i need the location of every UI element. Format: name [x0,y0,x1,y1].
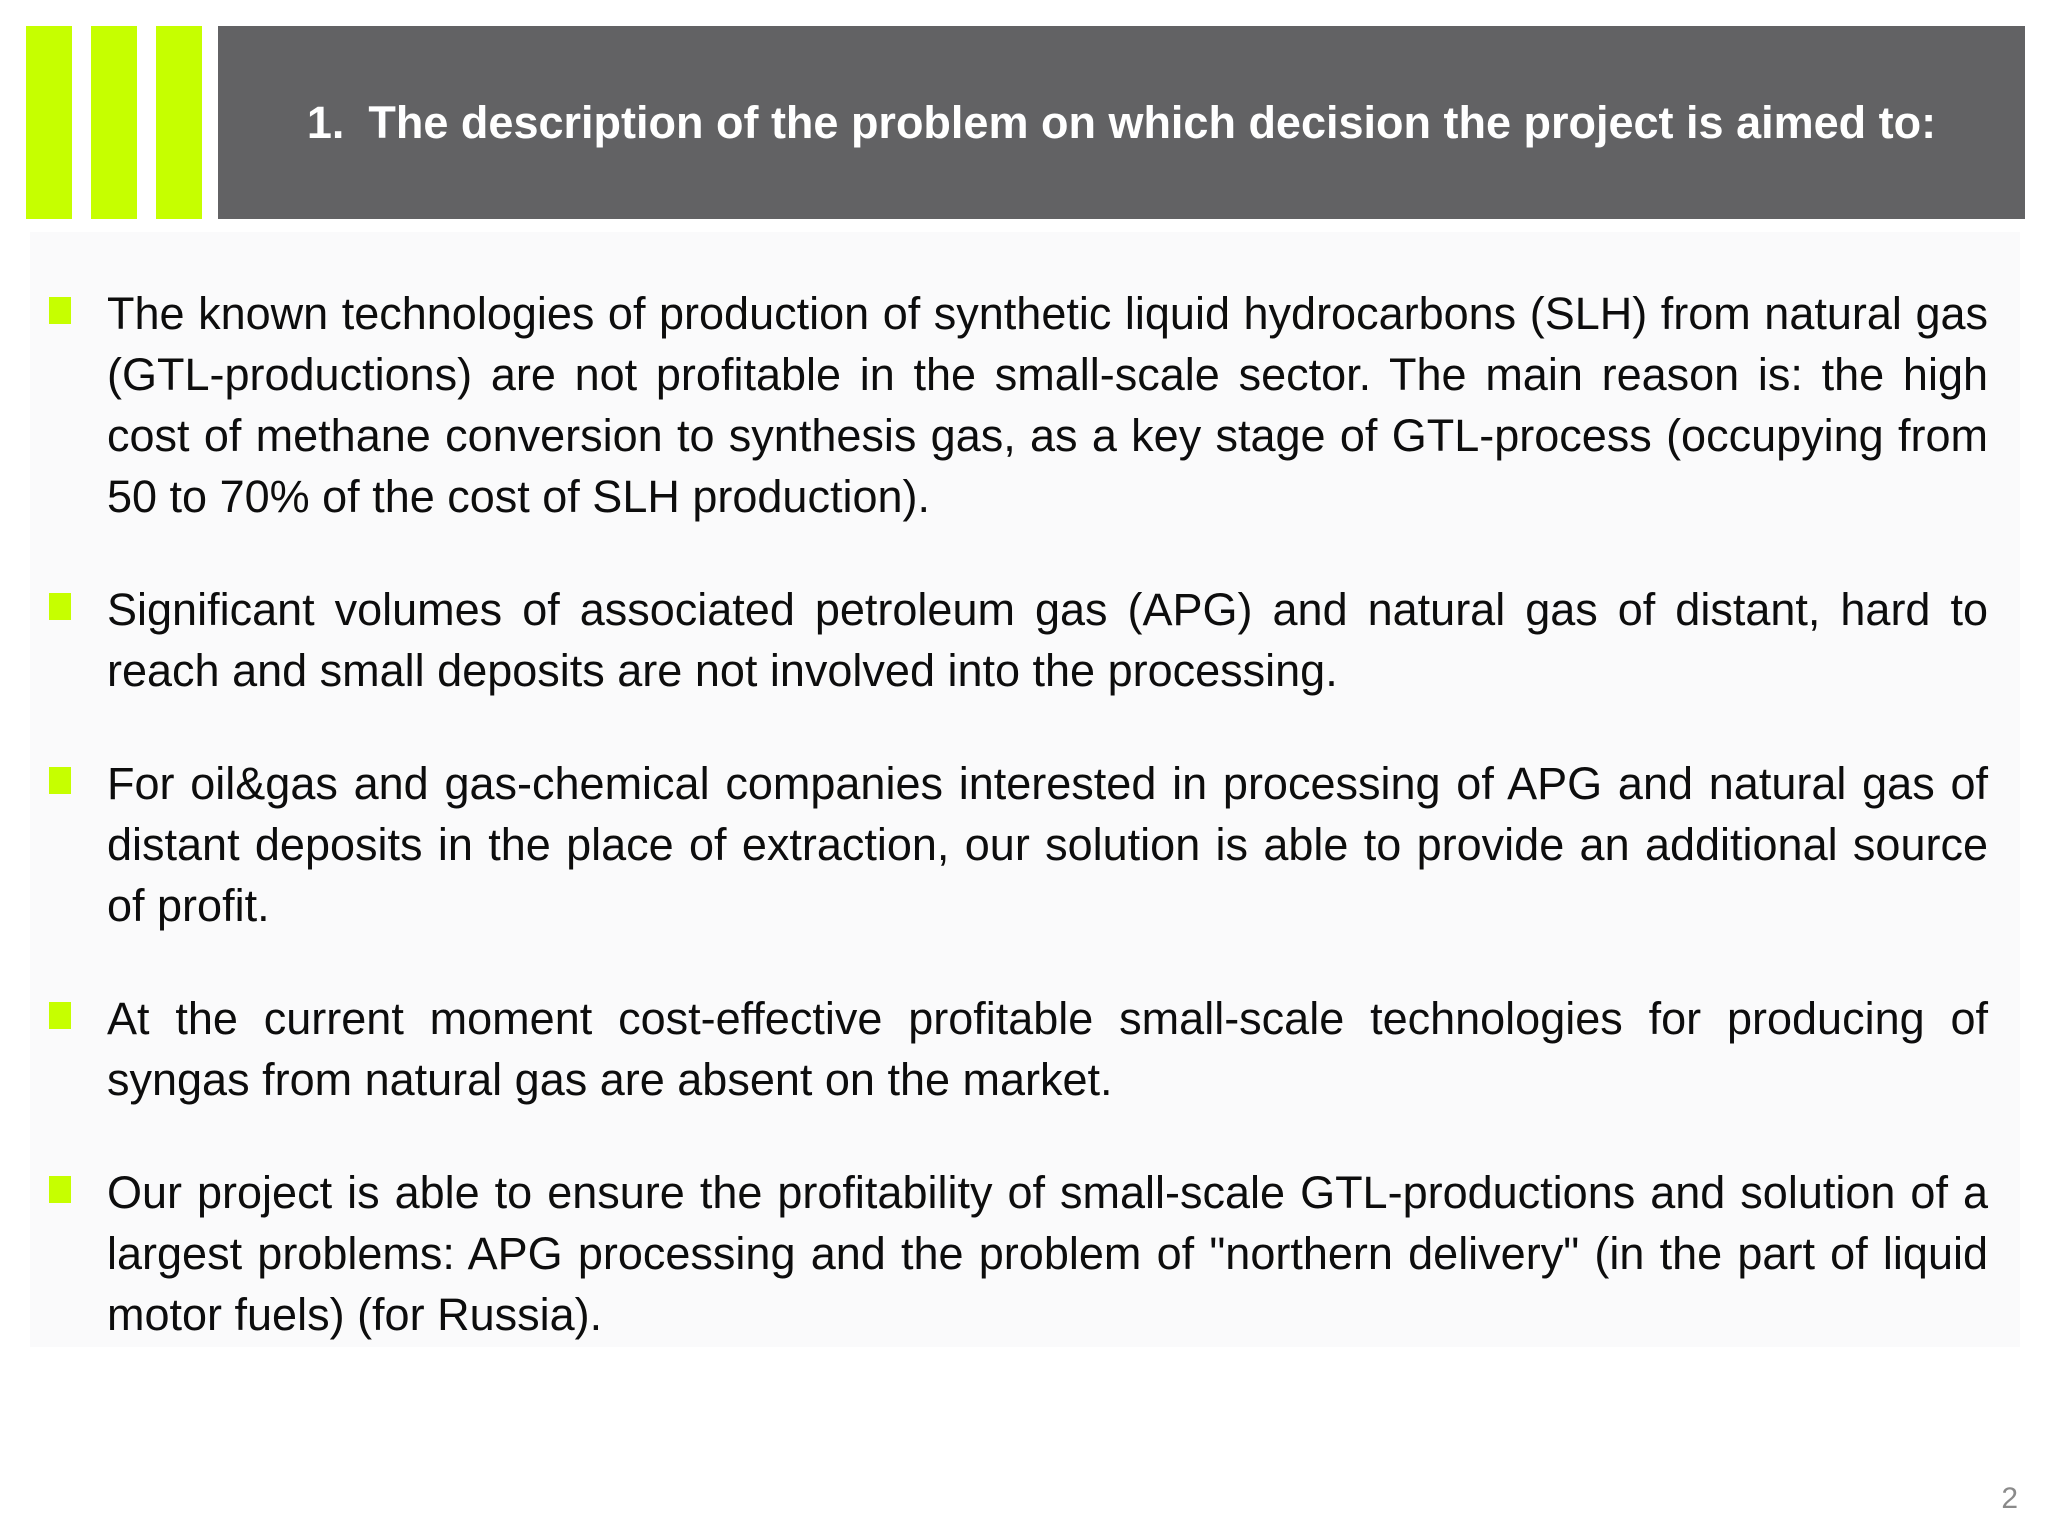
bullet-list [48,283,1988,1397]
bullet-square-icon [49,1002,71,1029]
bullet-item [48,988,1988,1110]
bullet-square-icon [49,297,71,324]
bullet-square-icon [49,593,71,620]
bullet-text: At the current moment cost-effective profitable small-scale technologies for producing of syngas from natural gas are absent on the market. [107,993,1988,1105]
bullet-text: The known technologies of production of synthetic liquid hydrocarbons (SLH) from natural gas (GTL-productions) are not profitable in the small-scale sector. The main reason is: the high cost of methane conversion to synthesis gas, as a key stage of GTL-process (occupying from 50 to 70% of the cost of SLH production). [107,288,1988,522]
slide-title-text: The description of the problem on which decision the project is aimed to: [368,96,1937,148]
page-number: 2 [2001,1482,2018,1515]
bullet-square-icon [49,1176,71,1203]
bullet-text: Significant volumes of associated petroleum gas (APG) and natural gas of distant, hard to reach and small deposits are not involved into the processing. [107,584,1988,696]
bullet-square-icon [49,767,71,794]
bullet-text: Our project is able to ensure the profitability of small-scale GTL-productions and solution of a largest problems: APG processing and the problem of "northern delivery" (in the part of liquid motor fuels) (for Russia). [107,1167,1988,1340]
bullet-item [48,283,1988,527]
accent-bar-3 [156,26,202,219]
accent-bar-1 [26,26,72,219]
bullet-item [48,1162,1988,1345]
bullet-item [48,753,1988,936]
slide-title-number: 1. [306,96,345,148]
bullet-text: For oil&gas and gas-chemical companies interested in processing of APG and natural gas of distant deposits in the place of extraction, our solution is able to provide an additional source of profit. [107,758,1988,931]
bullet-item [48,579,1988,701]
accent-bar-2 [91,26,137,219]
header-banner [218,26,2025,219]
slide-title [247,94,1996,152]
